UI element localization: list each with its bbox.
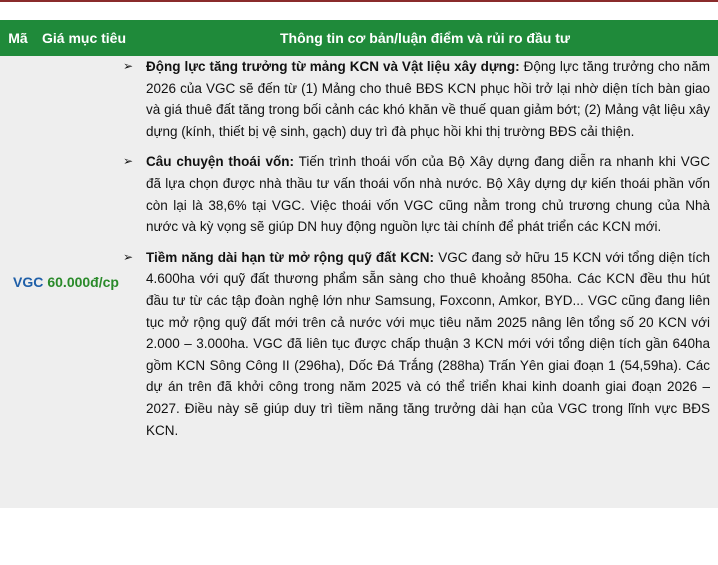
arrowhead-bullet-icon: ➢ bbox=[123, 249, 134, 264]
list-item bbox=[123, 56, 710, 142]
table-header bbox=[0, 20, 718, 56]
list-item bbox=[123, 247, 710, 441]
item-title: Tiềm năng dài hạn từ mở rộng quỹ đất KCN: bbox=[146, 249, 435, 265]
stock-cell bbox=[0, 56, 132, 508]
investment-thesis bbox=[123, 56, 711, 508]
item-text: Tiến trình thoái vốn của Bộ Xây dựng đang diễn ra nhanh khi VGC đã lựa chọn được nhà thầu tư vấn thoái vốn nhà nước. Bộ Xây dựng dự kiến thoái phần vốn còn lại là 38,6% tại VGC. Việc thoái vốn VGC cũng nằm trong chủ trương chung của Nhà nước và kỳ vọng sẽ giúp DN huy động nguồn lực tài chính để phát triển các KCN mới. bbox=[146, 154, 711, 235]
item-title: Câu chuyện thoái vốn: bbox=[146, 154, 295, 170]
item-title: Động lực tăng trưởng từ mảng KCN và Vật liệu xây dựng: bbox=[146, 59, 520, 74]
target-price: 60.000đ/cp bbox=[47, 274, 119, 290]
item-text: VGC đang sở hữu 15 KCN với tổng diện tích 4.600ha với quỹ đất thương phẩm sẵn sàng cho thuê khoảng 850ha. Các KCN đều thu hút đầu tư từ các tập đoàn nghệ lớn như Samsung, Foxconn, Amkor, BYD... VGC cũng đang liên tục mở rộng quỹ đất mới trên cả nước với mục tiêu năm 2025 nâng lên tổng số 20 KCN với 2.000 – 3.000ha. VGC đã liên tục được chấp thuận 3 KCN mới với tổng diện tích gần 640ha gồm KCN Sông Công II (296ha), Dốc Đá Trắng (288ha) Trấn Yên giai đoạn 1 (54,59ha). Các dự án trên đã khởi công trong năm 2025 và có thể triển khai kinh doanh giai đoạn 2026 – 2027. Điều này sẽ giúp duy trì tiềm năng tăng trưởng dài hạn của VGC trong lĩnh vực BĐS KCN. bbox=[146, 249, 710, 438]
header-info: Thông tin cơ bản/luận điểm và rủi ro đầu tư bbox=[280, 30, 570, 46]
header-target-price: Giá mục tiêu bbox=[41, 29, 127, 46]
stock-code: VGC bbox=[13, 274, 44, 290]
top-divider bbox=[0, 0, 718, 2]
arrowhead-bullet-icon: ➢ bbox=[123, 59, 134, 73]
arrowhead-bullet-icon: ➢ bbox=[123, 154, 134, 169]
list-item bbox=[123, 151, 711, 237]
item-text: Động lực tăng trưởng cho năm 2026 của VGC sẽ đến từ (1) Mảng cho thuê BĐS KCN phục hồi trở lại nhờ diện tích bàn giao và giá thuê đất tăng trong bối cảnh các khó khăn về thuế quan giảm bớt; (2) Mảng vật liệu xây dựng (kính, thiết bị vệ sinh, gạch) duy trì đà phục hồi khi thị trường BĐS cải thiện. bbox=[146, 59, 710, 139]
header-code: Mã bbox=[8, 30, 28, 46]
